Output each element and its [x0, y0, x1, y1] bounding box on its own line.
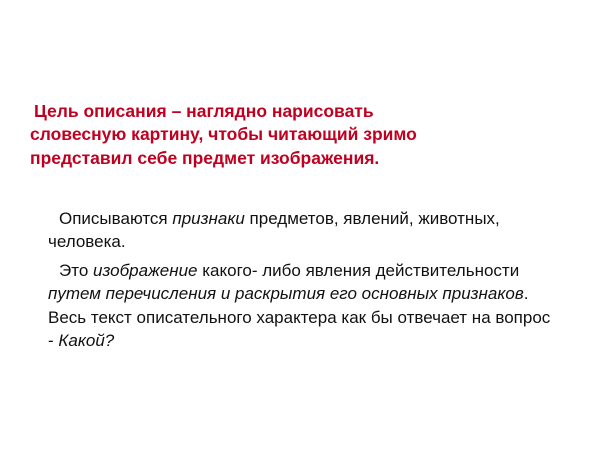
- heading-line-1: Цель описания – наглядно нарисовать: [34, 101, 374, 121]
- paragraph-definition-part-3: какого- либо явления действительности: [197, 260, 520, 280]
- paragraph-features-part-1: Описываются: [59, 209, 173, 228]
- paragraph-definition-part-5: . Весь текст описательного характера как бы отвечает на вопрос -: [48, 284, 551, 351]
- heading-line-2: словесную картину, чтобы читающий зримо: [30, 124, 417, 145]
- slide-heading: [30, 100, 570, 170]
- paragraph-definition-part-6: Какой?: [58, 331, 115, 351]
- paragraph-features: [48, 207, 558, 254]
- paragraph-definition-part-1: Это: [59, 260, 93, 280]
- paragraph-definition: [48, 259, 558, 353]
- paragraph-features-part-3: предметов, явлений, животных, человека.: [48, 209, 500, 252]
- body-block: [48, 207, 558, 353]
- heading-block: [30, 100, 570, 170]
- paragraph-features-part-2: признаки: [172, 209, 245, 228]
- paragraph-definition-part-2: изображение: [93, 260, 198, 280]
- paragraph-definition-part-4: путем перечисления и раскрытия его основных признаков: [48, 284, 524, 304]
- heading-line-3: представил себе предмет изображения.: [30, 147, 380, 168]
